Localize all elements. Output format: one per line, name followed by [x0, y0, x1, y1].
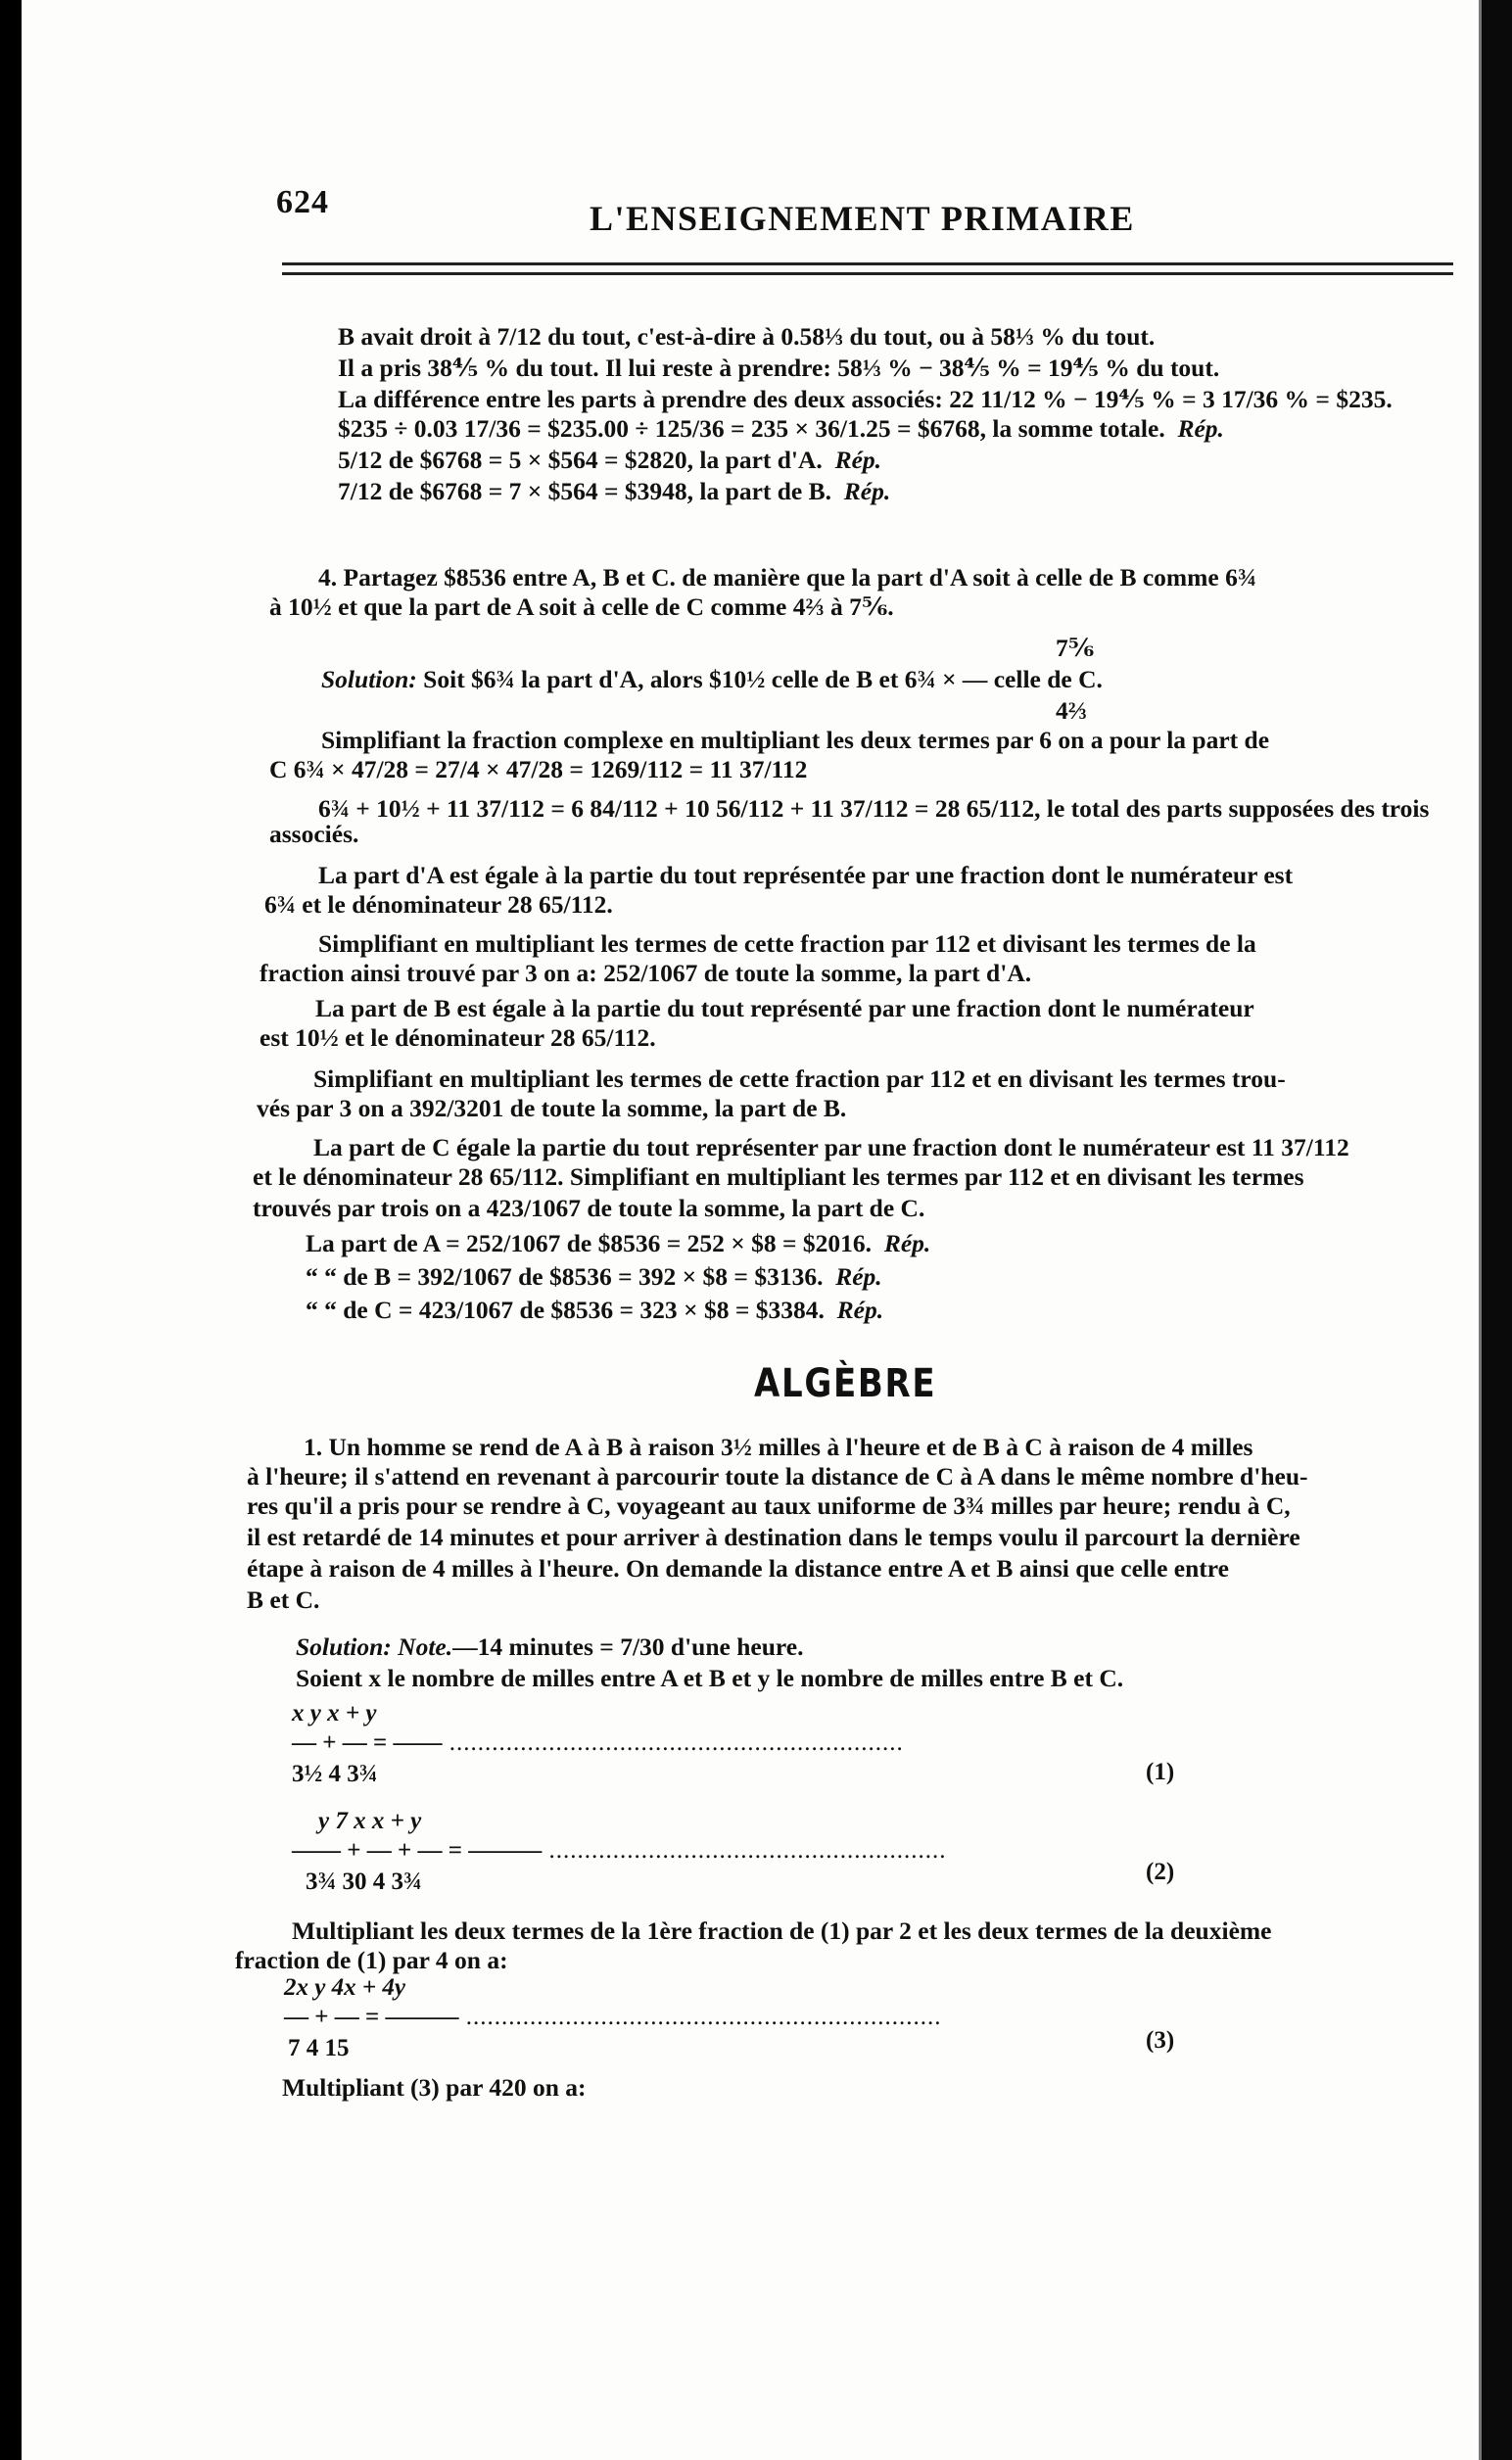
- text-line: 6¾ et le dénominateur 28 65/112.: [264, 890, 613, 919]
- algebra-problem-1: B et C.: [247, 1585, 320, 1614]
- problem-4-statement: 4. Partagez $8536 entre A, B et C. de manière que la part d'A soit à celle de B comme 6¾: [318, 563, 1256, 591]
- text-line: Multipliant (3) par 420 on a:: [282, 2073, 587, 2102]
- eq2-denominators: 3¾ 30 4 3¾: [306, 1869, 422, 1895]
- header-rule-bottom: [282, 272, 1453, 275]
- text-line: Multipliant les deux termes de la 1ère fraction de (1) par 2 et les deux termes de la deuxième: [292, 1916, 1272, 1945]
- eq1-number: (1): [1146, 1759, 1175, 1785]
- eq2-number: (2): [1146, 1859, 1175, 1885]
- text-line: 5/12 de $6768 = 5 × $564 = $2820, la part d'A. Rép.: [338, 446, 882, 474]
- text-line: La part de C égale la partie du tout représenter par une fraction dont le numérateur est 11 37/112: [313, 1133, 1349, 1161]
- algebra-problem-1: res qu'il a pris pour se rendre à C, voyageant au taux uniforme de 3¾ milles par heure; rendu à C,: [247, 1491, 1291, 1520]
- header-rule-top: [282, 262, 1453, 265]
- eq1-numerators: x y x + y: [292, 1700, 377, 1727]
- page-number: 624: [276, 184, 329, 220]
- result-a: La part de A = 252/1067 de $8536 = 252 × $8 = $2016. Rép.: [306, 1229, 931, 1257]
- eq3-bars: — + — = ——— ...................................................................: [284, 2004, 942, 2030]
- running-header: [257, 174, 1197, 238]
- text-line: B avait droit à 7/12 du tout, c'est-à-dire à 0.58⅓ du tout, ou à 58⅓ % du tout.: [338, 322, 1156, 351]
- note-line: Solution: Note.—14 minutes = 7/30 d'une heure.: [296, 1632, 804, 1661]
- algebra-problem-1: à l'heure; il s'attend en revenant à parcourir toute la distance de C à A dans le même nombre d'heu-: [247, 1462, 1308, 1490]
- text-line: trouvés par trois on a 423/1067 de toute la somme, la part de C.: [253, 1194, 925, 1222]
- eq3-denominators: 7 4 15: [288, 2035, 350, 2061]
- solution-line: Solution: Soit $6¾ la part d'A, alors $10½ celle de B et 6¾ × — celle de C.: [321, 665, 1103, 693]
- fraction-denominator: 4⅔: [1056, 696, 1087, 725]
- eq2-bars: —— + — + — = ——— ........................................................: [292, 1837, 947, 1864]
- text-line: et le dénominateur 28 65/112. Simplifiant en multipliant les termes par 112 et en divisant les termes: [253, 1162, 1304, 1191]
- text-line: La part d'A est égale à la partie du tout représentée par une fraction dont le numérateur est: [318, 861, 1294, 889]
- text-line: associés.: [269, 820, 359, 848]
- scan-border-right: [1479, 0, 1512, 2460]
- text-line: est 10½ et le dénominateur 28 65/112.: [260, 1023, 656, 1052]
- algebra-problem-1: 1. Un homme se rend de A à B à raison 3½ milles à l'heure et de B à C à raison de 4 milles: [304, 1433, 1253, 1461]
- scan-border-left: [0, 0, 22, 2460]
- fraction-numerator: 7⅚: [1056, 634, 1095, 662]
- text-line: fraction ainsi trouvé par 3 on a: 252/1067 de toute la somme, la part d'A.: [260, 959, 1032, 987]
- text-line: vés par 3 on a 392/3201 de toute la somme, la part de B.: [257, 1094, 847, 1122]
- eq1-denominators: 3½ 4 3¾: [292, 1761, 378, 1787]
- section-title: ALGÈBRE: [754, 1361, 937, 1406]
- text-line: Simplifiant en multipliant les termes de cette fraction par 112 et divisant les termes de la: [318, 929, 1256, 958]
- eq3-numerators: 2x y 4x + 4y: [284, 1974, 405, 2001]
- eq1-bars: — + — = —— ................................................................: [292, 1729, 904, 1756]
- text-line: La différence entre les parts à prendre des deux associés: 22 11/12 % − 19⅘ % = 3 17/36 % = $235.: [338, 385, 1393, 413]
- algebra-problem-1: étape à raison de 4 milles à l'heure. On demande la distance entre A et B ainsi que celle entre: [247, 1554, 1229, 1583]
- result-b: “ “ de B = 392/1067 de $8536 = 392 × $8 = $3136. Rép.: [306, 1262, 882, 1291]
- eq3-number: (3): [1146, 2027, 1175, 2054]
- algebra-problem-1: il est retardé de 14 minutes et pour arriver à destination dans le temps voulu il parcourt la dernière: [247, 1523, 1300, 1551]
- journal-title: L'ENSEIGNEMENT PRIMAIRE: [590, 199, 1135, 238]
- text-line: Simplifiant en multipliant les termes de cette fraction par 112 et en divisant les termes trou-: [313, 1064, 1286, 1093]
- text-line: 7/12 de $6768 = 7 × $564 = $3948, la part de B. Rép.: [338, 477, 891, 505]
- text-line: La part de B est égale à la partie du tout représenté par une fraction dont le numérateur: [315, 994, 1254, 1022]
- text-line: 6¾ + 10½ + 11 37/112 = 6 84/112 + 10 56/112 + 11 37/112 = 28 65/112, le total des parts supposées des trois: [318, 794, 1430, 823]
- text-line: Simplifiant la fraction complexe en multipliant les deux termes par 6 on a pour la part de: [321, 726, 1270, 754]
- eq2-numerators: y 7 x x + y: [318, 1808, 422, 1834]
- let-line: Soient x le nombre de milles entre A et B et y le nombre de milles entre B et C.: [296, 1664, 1124, 1692]
- text-line: $235 ÷ 0.03 17/36 = $235.00 ÷ 125/36 = 235 × 36/1.25 = $6768, la somme totale. Rép.: [338, 414, 1224, 443]
- text-line: fraction de (1) par 4 on a:: [235, 1946, 508, 1974]
- text-line: Il a pris 38⅘ % du tout. Il lui reste à prendre: 58⅓ % − 38⅘ % = 19⅘ % du tout.: [338, 354, 1220, 382]
- result-c: “ “ de C = 423/1067 de $8536 = 323 × $8 = $3384. Rép.: [306, 1296, 884, 1324]
- text-line: C 6¾ × 47/28 = 27/4 × 47/28 = 1269/112 = 11 37/112: [269, 755, 808, 783]
- problem-4-statement: à 10½ et que la part de A soit à celle de C comme 4⅔ à 7⅚.: [269, 592, 894, 621]
